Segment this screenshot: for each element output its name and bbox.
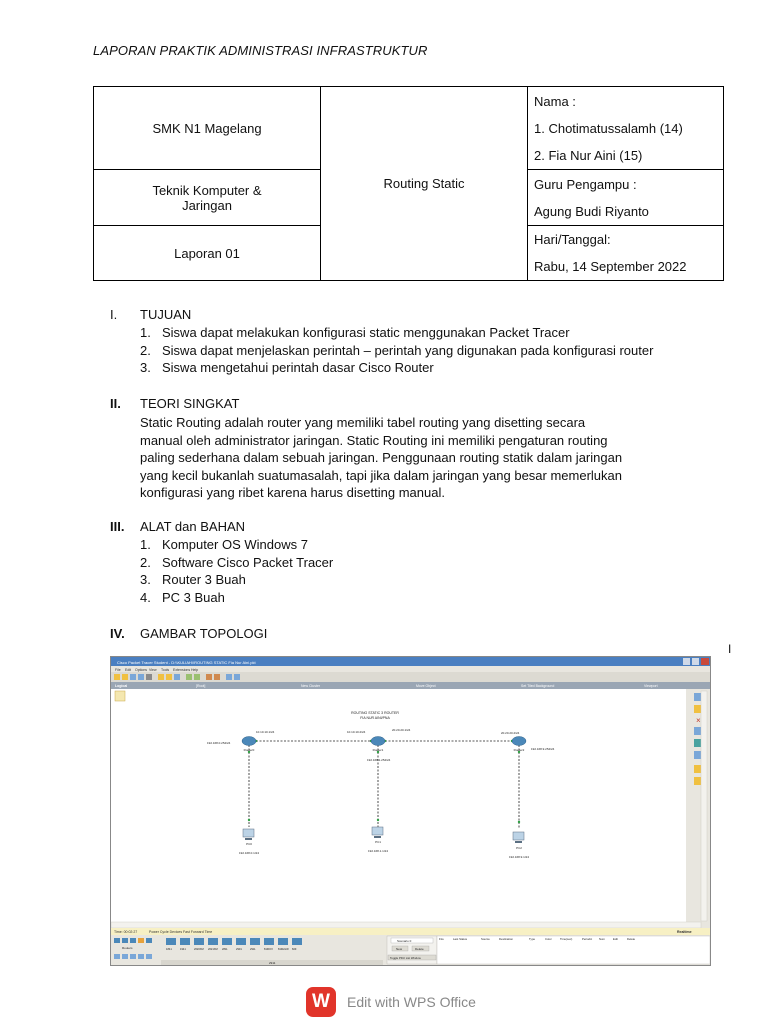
- list-item-text: Siswa mengetahui perintah dasar Cisco Router: [162, 360, 434, 376]
- list-item-text: Router 3 Buah: [162, 572, 246, 588]
- cluster-icon[interactable]: [115, 691, 125, 701]
- pc2-ip: 192.168.9.1/24: [508, 855, 530, 859]
- router1[interactable]: [371, 737, 385, 753]
- pt-toolbar: [111, 672, 710, 682]
- pc1-label: PC1: [375, 840, 381, 844]
- router2[interactable]: [512, 737, 526, 753]
- toggle-pdu-label: Toggle PDU List Window: [390, 956, 421, 960]
- root-label[interactable]: [Root]: [196, 684, 206, 688]
- pdu-column-header: Source: [481, 937, 490, 941]
- list-item: 2. Software Cisco Packet Tracer: [140, 554, 334, 570]
- router1-label: Router1: [372, 748, 384, 752]
- canvas-subtitle: FIA NUR AINI/PNA: [360, 716, 390, 720]
- topic-text: Routing Static: [383, 176, 465, 191]
- pdu-column-header: Periodic: [582, 937, 593, 941]
- device-model[interactable]: 2621XM: [208, 948, 218, 951]
- info-table: [93, 86, 724, 281]
- section-title: ALAT dan BAHAN: [140, 519, 246, 534]
- pt-window-title: Cisco Packet Tracer Student - D:\\KULIAH\\ROUTING STATIC Fia Nur Aini.pkt: [117, 660, 256, 665]
- device-model[interactable]: 2901: [236, 948, 242, 951]
- alat-list: [140, 536, 333, 606]
- department-line-1: Teknik Komputer &: [152, 182, 262, 198]
- side-mark: I: [728, 642, 732, 656]
- model-caption: 2911: [269, 961, 276, 965]
- router2-label: Router2: [513, 748, 525, 752]
- date-cell: [528, 226, 724, 281]
- pc0-label: PC0: [246, 842, 252, 846]
- teori-paragraph: [140, 414, 680, 502]
- list-item: 3. Router 3 Buah: [140, 572, 246, 588]
- menu-help[interactable]: Help: [191, 668, 199, 672]
- report-cell: [94, 226, 321, 281]
- list-item: 1. Komputer OS Windows 7: [140, 537, 308, 552]
- pt-canvas: [111, 689, 686, 928]
- time-display: Time: 00:02:27: [114, 930, 138, 934]
- section-number: I.: [110, 307, 118, 322]
- canvas-title: ROUTING STATIC 3 ROUTER: [351, 711, 399, 715]
- paragraph-line: paling sederhana dalam sebuah jaringan. Penggunaan routing statik dalam jaringan: [140, 450, 623, 466]
- device-category-label: Routers: [122, 946, 133, 950]
- pdu-column-header: Edit: [613, 937, 618, 941]
- paragraph-line: yang kecil bukanlah suatumasalah, tapi jika dalam jaringan yang besar memerlukan: [140, 467, 622, 483]
- pdu-column-header: Color: [545, 937, 552, 941]
- pdu-column-header: Time(sec): [560, 937, 573, 941]
- menu-view[interactable]: View: [149, 668, 157, 672]
- viewport-button[interactable]: Viewport: [644, 684, 658, 688]
- delete-scenario-label: Delete: [415, 947, 424, 951]
- nama-label: Nama :: [534, 93, 576, 109]
- guru-label: Guru Pengampu :: [534, 176, 637, 192]
- pc0-ip: 192.168.0.1/24: [238, 851, 260, 855]
- ip-label: 20.20.20.1/24: [392, 728, 411, 732]
- list-item: 4. PC 3 Buah: [140, 589, 225, 605]
- maximize-icon[interactable]: [692, 658, 699, 665]
- topic-cell: [321, 87, 528, 281]
- list-item: 2. Siswa dapat menjelaskan perintah – perintah yang digunakan pada konfigurasi router: [140, 342, 654, 358]
- device-model[interactable]: 2620XM: [194, 948, 204, 951]
- menu-extensions[interactable]: Extensions: [173, 668, 191, 672]
- new-cluster-button[interactable]: New Cluster: [301, 684, 321, 688]
- tujuan-list: [140, 324, 653, 377]
- list-item-text: Software Cisco Packet Tracer: [162, 554, 334, 570]
- wps-watermark[interactable]: [306, 985, 476, 1019]
- pdu-column-header: Num: [599, 937, 605, 941]
- device-model[interactable]: 2911: [250, 948, 256, 951]
- ip-label: 10.10.10.1/24: [256, 730, 275, 734]
- student-1: 1. Chotimatussalamh (14): [534, 120, 683, 136]
- svg-text:×: ×: [696, 716, 701, 725]
- realtime-mode[interactable]: Realtime: [677, 930, 692, 934]
- list-item: 3. Siswa mengetahui perintah dasar Cisco Router: [140, 360, 434, 376]
- device-model[interactable]: 819HGW: [278, 948, 289, 951]
- pdu-column-header: Fire: [439, 937, 444, 941]
- menu-tools[interactable]: Tools: [161, 668, 170, 672]
- new-scenario-label: New: [396, 947, 403, 951]
- school-cell: [94, 87, 321, 170]
- paragraph-line: konfigurasi yang ribet karena harus disetting manual.: [140, 485, 445, 501]
- router0[interactable]: [242, 737, 256, 753]
- pc1-ip: 192.168.1.1/24: [367, 849, 389, 853]
- ip-label: 192.168.0.254/24: [207, 741, 231, 745]
- scenario-label: Scenario 0: [397, 939, 412, 943]
- pt-menu-bar: [111, 666, 710, 672]
- list-item: 1. Siswa dapat melakukan konfigurasi static menggunakan Packet Tracer: [140, 325, 570, 340]
- names-cell: [528, 87, 724, 170]
- minimize-icon[interactable]: [683, 658, 690, 665]
- logical-tab[interactable]: Logical: [115, 684, 128, 688]
- paragraph-line: manual oleh administrator jaringan. Static Routing ini memiliki pengaturan routing: [140, 432, 608, 448]
- date-label: Hari/Tanggal:: [534, 232, 611, 247]
- list-item-text: Komputer OS Windows 7: [162, 537, 308, 552]
- pdu-column-header: Last Status: [453, 937, 467, 941]
- section-number: II.: [110, 396, 121, 411]
- section-number: IV.: [110, 626, 125, 641]
- date-value: Rabu, 14 September 2022: [534, 259, 687, 274]
- wps-text: Edit with WPS Office: [347, 994, 476, 1010]
- canvas-scrollbar[interactable]: [701, 691, 707, 921]
- device-model[interactable]: 1941: [180, 948, 186, 951]
- ip-label: 10.10.10.2/24: [347, 730, 366, 734]
- student-2: 2. Fia Nur Aini (15): [534, 147, 643, 163]
- device-model[interactable]: 829: [292, 948, 297, 951]
- device-model[interactable]: 1841: [166, 948, 172, 951]
- section-title: TUJUAN: [140, 307, 192, 322]
- report-number: Laporan 01: [174, 245, 240, 261]
- department-line-2: Jaringan: [182, 197, 232, 213]
- power-cycle-controls[interactable]: Power Cycle Devices Fast Forward Time: [149, 930, 213, 934]
- set-tiled-background-button[interactable]: Set Tiled Background: [521, 684, 555, 688]
- list-item-text: Siswa dapat melakukan konfigurasi static menggunakan Packet Tracer: [162, 325, 570, 340]
- list-item-text: Siswa dapat menjelaskan perintah – perintah yang digunakan pada konfigurasi router: [162, 342, 654, 358]
- section-number: III.: [110, 519, 125, 534]
- wps-logo-icon: W: [306, 987, 336, 1017]
- guru-cell: [528, 170, 724, 226]
- section-title: TEORI SINGKAT: [140, 396, 240, 411]
- move-object-button[interactable]: Move Object: [416, 684, 436, 688]
- ip-label: 192.168.9.254/24: [531, 747, 555, 751]
- guru-name: Agung Budi Riyanto: [534, 203, 649, 219]
- department-cell: [94, 170, 321, 226]
- packet-tracer-screenshot: [110, 656, 711, 966]
- section-title: GAMBAR TOPOLOGI: [140, 626, 268, 641]
- device-model[interactable]: 2811: [222, 948, 228, 951]
- menu-options[interactable]: Options: [135, 668, 148, 672]
- menu-file[interactable]: File: [115, 668, 121, 672]
- list-item-text: PC 3 Buah: [162, 589, 225, 605]
- canvas-h-scrollbar[interactable]: [111, 922, 701, 928]
- paragraph-line: Static Routing adalah router yang memiliki tabel routing yang disetting secara: [140, 415, 586, 430]
- device-model[interactable]: 819IOX: [264, 948, 273, 951]
- school-name: SMK N1 Magelang: [152, 120, 262, 136]
- pdu-table: [437, 936, 710, 964]
- close-icon[interactable]: [701, 658, 709, 665]
- pdu-column-header: Destination: [499, 937, 513, 941]
- pdu-column-header: Type: [529, 937, 536, 941]
- ip-label: 192.168.1.254/24: [367, 758, 391, 762]
- router0-label: Router0: [243, 748, 255, 752]
- document-header: LAPORAN PRAKTIK ADMINISTRASI INFRASTRUKTUR: [93, 43, 428, 58]
- pdu-column-header: Delete: [627, 937, 636, 941]
- ip-label: 20.20.20.2/24: [501, 731, 520, 735]
- pc2-label: PC2: [516, 846, 522, 850]
- menu-edit[interactable]: Edit: [125, 668, 132, 672]
